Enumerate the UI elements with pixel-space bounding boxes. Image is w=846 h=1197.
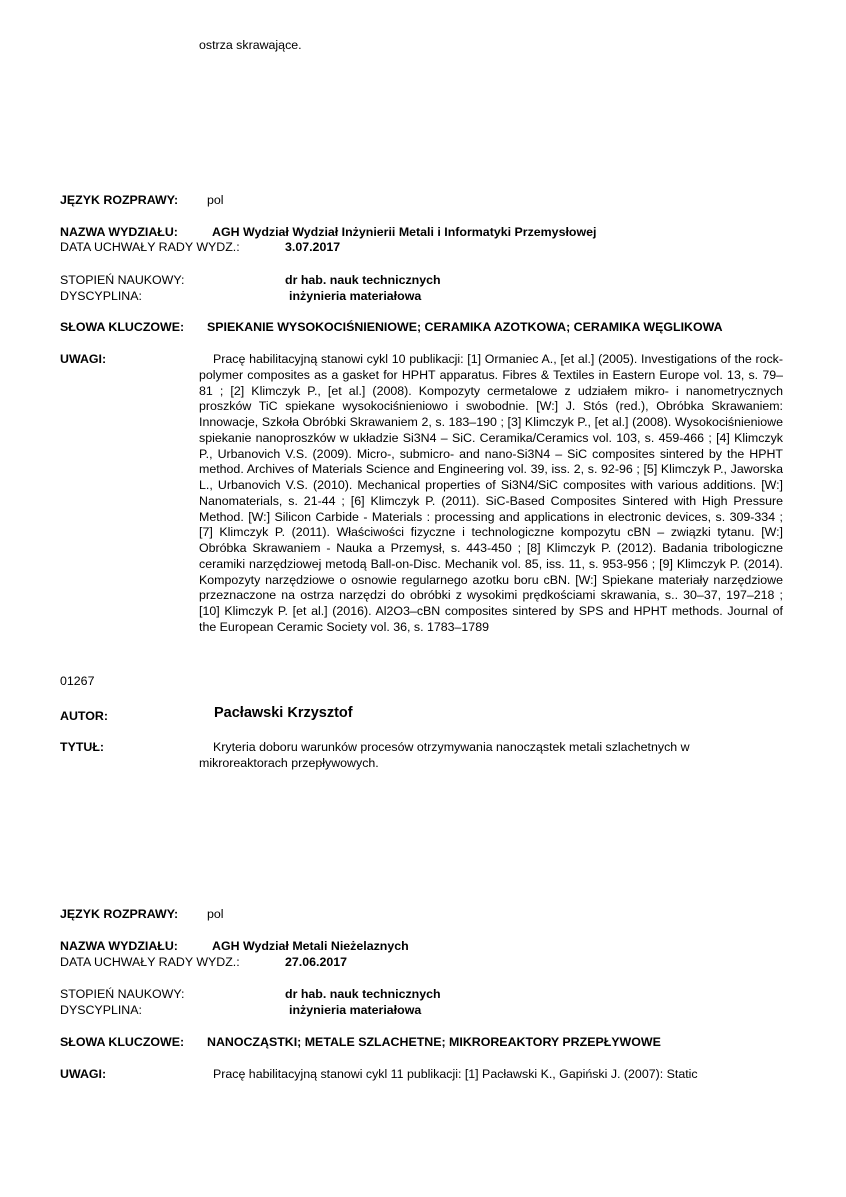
faculty-value: AGH Wydział Wydział Inżynierii Metali i Informatyki Przemysłowej (212, 225, 597, 239)
continued-text: ostrza skrawające. (199, 38, 302, 52)
keywords-label: SŁOWA KLUCZOWE: (60, 320, 185, 334)
keywords-value: SPIEKANIE WYSOKOCIŚNIENIOWE; CERAMIKA AZOTKOWA; CERAMIKA WĘGLIKOWA (207, 320, 723, 334)
title-label: TYTUŁ: (60, 740, 105, 754)
faculty-label: NAZWA WYDZIAŁU: (60, 939, 178, 953)
discipline-label: DYSCYPLINA: (60, 289, 142, 303)
author-value: Pacławski Krzysztof (214, 705, 353, 721)
degree-value: dr hab. nauk technicznych (285, 273, 441, 287)
resolution-date-label: DATA UCHWAŁY RADY WYDZ.: (60, 955, 240, 969)
keywords-label: SŁOWA KLUCZOWE: (60, 1035, 185, 1049)
resolution-date-value: 27.06.2017 (285, 955, 348, 969)
keywords-value: NANOCZĄSTKI; METALE SZLACHETNE; MIKROREAKTORY PRZEPŁYWOWE (207, 1035, 661, 1049)
resolution-date-value: 3.07.2017 (285, 240, 341, 254)
author-label: AUTOR: (60, 709, 108, 723)
notes-value: Pracę habilitacyjną stanowi cykl 11 publikacji: [1] Pacławski K., Gapiński J. (2007): Static (213, 1067, 698, 1081)
discipline-value: inżynieria materiałowa (289, 289, 422, 303)
language-label: JĘZYK ROZPRAWY: (60, 193, 179, 207)
language-label: JĘZYK ROZPRAWY: (60, 907, 179, 921)
degree-label: STOPIEŃ NAUKOWY: (60, 273, 185, 287)
notes-label: UWAGI: (60, 1067, 107, 1081)
language-value: pol (207, 907, 224, 921)
discipline-value: inżynieria materiałowa (289, 1003, 422, 1017)
notes-label: UWAGI: (60, 352, 107, 366)
resolution-date-label: DATA UCHWAŁY RADY WYDZ.: (60, 240, 240, 254)
faculty-value: AGH Wydział Metali Nieżelaznych (212, 939, 409, 953)
degree-label: STOPIEŃ NAUKOWY: (60, 987, 185, 1001)
degree-value: dr hab. nauk technicznych (285, 987, 441, 1001)
discipline-label: DYSCYPLINA: (60, 1003, 142, 1017)
record-number: 01267 (60, 674, 95, 688)
notes-value: Pracę habilitacyjną stanowi cykl 10 publikacji: [1] Ormaniec A., [et al.] (2005). Investigations of the rock-polymer composites as a gasket for HPHT apparatus. Fibres & Textiles in Eastern Europe vol. 13, s. 79–81 ; [2] Klimczyk P., [et al.] (2008). Kompozyty cermetalowe z udziałem mikro- i nanometrycznych proszków TiC spiekane wysokociśnieniowo i swobodnie. [W:] J. Stós (red.), Obróbka Skrawaniem: Innowacje, Szkoła Obróbki Skrawaniem 2, s. 183–190 ; [3] Klimczyk P., [et al.] (2008). Wysokociśnieniowe spiekanie nanoproszków w układzie Si3N4 – SiC. Ceramika/Ceramics vol. 103, s. 459-466 ; [4] Klimczyk P., Urbanovich V.S. (2009). Micro-, submicro- and nano-Si3N4 – SiC composites sintered by the HPHT method. Archives of Materials Science and Engineering vol. 39, iss. 2, s. 92-96 ; [5] Klimczyk P., Jaworska L., Urbanovich V.S. (2010). Mechanical properties of Si3N4/SiC composites with various additions. [W:] Nanomaterials, s. 21-44 ; [6] Klimczyk P. (2011). SiC-Based Composites Sintered with High Pressure Method. [W:] Silicon Carbide - Materials : processing and applications in electronic devices, s. 309-334 ; [7] Klimczyk P. (2011). Właściwości fizyczne i technologiczne kompozytu cBN – związki tytanu. [W:] Obróbka Skrawaniem - Nauka a Przemysł, s. 443-450 ; [8] Klimczyk P. (2012). Badania tribologiczne ceramiki narzędziowej metodą Ball-on-Disc. Mechanik vol. 85, iss. 11, s. 953-956 ; [9] Klimczyk P. (2014). Kompozyty narzędziowe o osnowie regularnego azotku boru cBN. [W:] Spiekane materiały narzędziowe przeznaczone na ostrza narzędzi do obróbki z wysokimi prędkościami skrawania, s.. 30–37, 197–218 ; [10] Klimczyk P. [et al.] (2016). Al2O3–cBN composites sintered by SPS and HPHT methods. Journal of the European Ceramic Society vol. 36, s. 1783–1789 (199, 352, 783, 634)
language-value: pol (207, 193, 224, 207)
faculty-label: NAZWA WYDZIAŁU: (60, 225, 178, 239)
title-value: Kryteria doboru warunków procesów otrzymywania nanocząstek metali szlachetnych w mikroreaktorach przepływowych. (199, 740, 690, 770)
